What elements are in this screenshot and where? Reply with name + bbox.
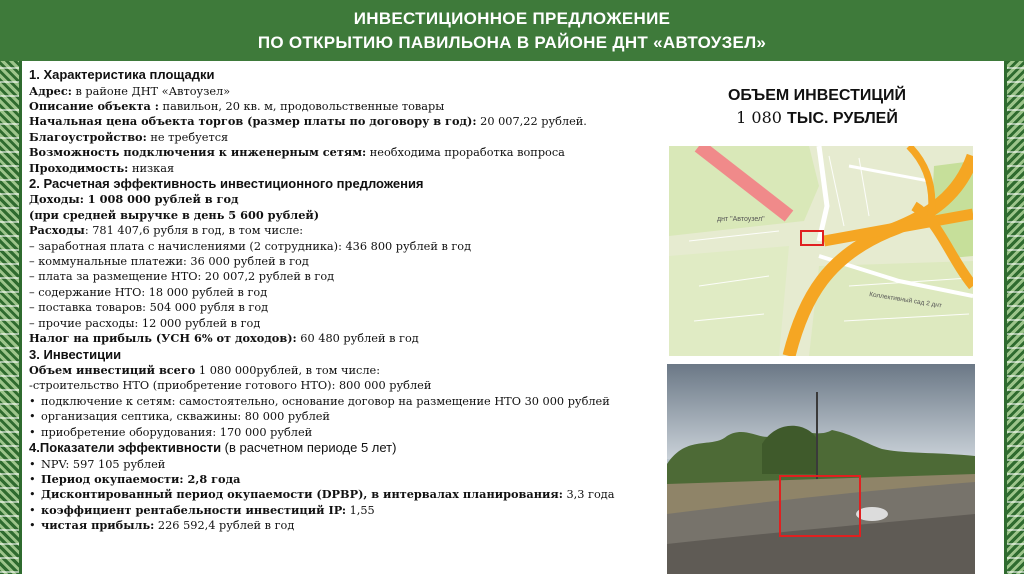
site-photo: [667, 364, 975, 574]
bullet-icon: •: [29, 519, 36, 533]
price-row: [29, 114, 649, 129]
bullet-icon: •: [29, 410, 36, 424]
section2-number: 2.: [29, 175, 44, 191]
profit-label: чистая прибыль:: [41, 518, 155, 533]
improvement-row: [29, 130, 649, 145]
investment-total-row: [29, 363, 649, 378]
payback-row: [29, 472, 649, 487]
section1-title: Характеристика площадки: [43, 67, 215, 82]
section2-title: Расчетная эффективность инвестиционного предложения: [43, 175, 424, 191]
bullet-icon: •: [29, 472, 36, 486]
investment-details: [29, 67, 649, 534]
profit-row: [29, 518, 649, 533]
price-value: 20 007,22 рублей.: [476, 115, 587, 129]
investment-volume-amount: [693, 107, 941, 130]
bullet-icon: •: [29, 503, 36, 517]
section3-number: 3.: [29, 346, 44, 362]
section2-heading: [29, 176, 649, 193]
profit-value: 226 592,4 рублей в год: [154, 519, 295, 533]
bullet-icon: •: [29, 488, 36, 502]
investment-bullet-text: приобретение оборудования: 170 000 рублей: [41, 425, 313, 439]
section4-number: 4.: [29, 440, 40, 456]
income-row: [29, 192, 649, 207]
address-label: Адрес:: [29, 83, 72, 98]
tax-label: Налог на прибыль (УСН 6% от доходов):: [29, 331, 297, 346]
description-row: [29, 99, 649, 114]
expense-item: – прочие расходы: 12 000 рублей в год: [29, 316, 261, 330]
investment-bullet: [29, 394, 649, 409]
section4-period: (в расчетном периоде 5 лет): [221, 440, 397, 456]
ip-row: [29, 503, 649, 518]
ip-label: коэффициент рентабельности инвестиций IP:: [41, 502, 346, 517]
expenses-row: [29, 223, 649, 238]
tax-row: [29, 331, 649, 346]
section1-number: 1.: [29, 67, 44, 82]
investment-total-label: Объем инвестиций всего: [29, 363, 196, 377]
construction-row: -строительство НТО (приобретение готового НТО): 800 000 рублей: [29, 379, 432, 393]
traffic-row: [29, 161, 649, 176]
income-value: 1 008 000 рублей в год: [83, 192, 239, 207]
investment-bullet-text: подключение к сетям: самостоятельно, основание договор на размещение НТО 30 000 рублей: [41, 394, 610, 408]
expense-item: – плата за размещение НТО: 20 007,2 рублей в год: [29, 270, 335, 284]
description-label: Описание объекта :: [29, 98, 159, 113]
income-note: (при средней выручке в день 5 600 рублей): [29, 207, 320, 222]
section1-heading: [29, 67, 649, 84]
section4-heading: [29, 440, 649, 457]
dpbp-value: 3,3 года: [562, 488, 615, 502]
section4-title: Показатели эффективности: [39, 440, 222, 456]
connection-label: Возможность подключения к инженерным сетям:: [29, 145, 367, 160]
dpbp-row: [29, 487, 649, 502]
investment-bullet: [29, 409, 649, 424]
investment-amount-number: 1 080: [736, 108, 788, 127]
improvement-label: Благоустройство:: [29, 129, 147, 144]
expense-item: – заработная плата с начислениями (2 сотрудника): 436 800 рублей в год: [29, 239, 472, 253]
bullet-icon: •: [29, 457, 36, 471]
connection-row: [29, 145, 649, 160]
expense-item: – коммунальные платежи: 36 000 рублей в год: [29, 255, 309, 269]
section3-title: Инвестиции: [43, 346, 122, 362]
price-label: Начальная цена объекта торгов (размер платы по договору в год):: [29, 114, 477, 129]
address-row: [29, 84, 649, 99]
location-map: [669, 146, 973, 356]
traffic-label: Проходимость:: [29, 160, 129, 175]
section3-heading: [29, 347, 649, 364]
bullet-icon: •: [29, 394, 36, 408]
expense-item: – содержание НТО: 18 000 рублей в год: [29, 285, 268, 299]
expenses-value: : 781 407,6 рубля в год, в том числе:: [84, 224, 304, 238]
income-label: Доходы:: [29, 192, 84, 207]
connection-value: необходима проработка вопроса: [366, 146, 565, 160]
dpbp-label: Дисконтированный период окупаемости (DPBP), в интервалах планирования:: [41, 487, 563, 502]
expenses-label: Расходы: [29, 223, 85, 238]
npv-row: [29, 457, 649, 472]
expense-item: – поставка товаров: 504 000 рубля в год: [29, 301, 269, 315]
payback-value: Период окупаемости: 2,8 года: [41, 471, 241, 486]
header-title-line2: ПО ОТКРЫТИЮ ПАВИЛЬОНА В РАЙОНЕ ДНТ «АВТОУЗЕЛ»: [257, 33, 767, 52]
investment-bullet-text: организация септика, скважины: 80 000 рублей: [41, 410, 330, 424]
investment-total-value: 1 080 000рублей, в том числе:: [195, 364, 381, 377]
site-photo-graphic: [667, 364, 975, 574]
description-value: павильон, 20 кв. м, продовольственные товары: [158, 99, 445, 113]
investment-bullet: [29, 425, 649, 440]
bullet-icon: •: [29, 425, 36, 439]
map-label-dnt: днт "Автоузел": [717, 216, 765, 223]
ip-value: 1,55: [346, 503, 375, 517]
investment-volume-title: ОБЪЕМ ИНВЕСТИЦИЙ: [727, 87, 907, 104]
left-ornament-border: [0, 61, 22, 574]
improvement-value: не требуется: [146, 130, 229, 144]
slide-header: [0, 0, 1024, 61]
investment-amount-unit: ТЫС. РУБЛЕЙ: [787, 110, 898, 127]
investment-volume-box: [693, 85, 941, 130]
npv-value: NPV: 597 105 рублей: [41, 457, 166, 471]
right-ornament-border: [1004, 61, 1024, 574]
traffic-value: низкая: [128, 161, 175, 175]
header-title-line1: ИНВЕСТИЦИОННОЕ ПРЕДЛОЖЕНИЕ: [353, 9, 671, 28]
tax-value: 60 480 рублей в год: [296, 332, 419, 346]
map-label-street: Коллективный сад 2 днт: [868, 291, 943, 310]
map-graphic: [669, 146, 973, 356]
address-value: в районе ДНТ «Автоузел»: [71, 84, 231, 98]
